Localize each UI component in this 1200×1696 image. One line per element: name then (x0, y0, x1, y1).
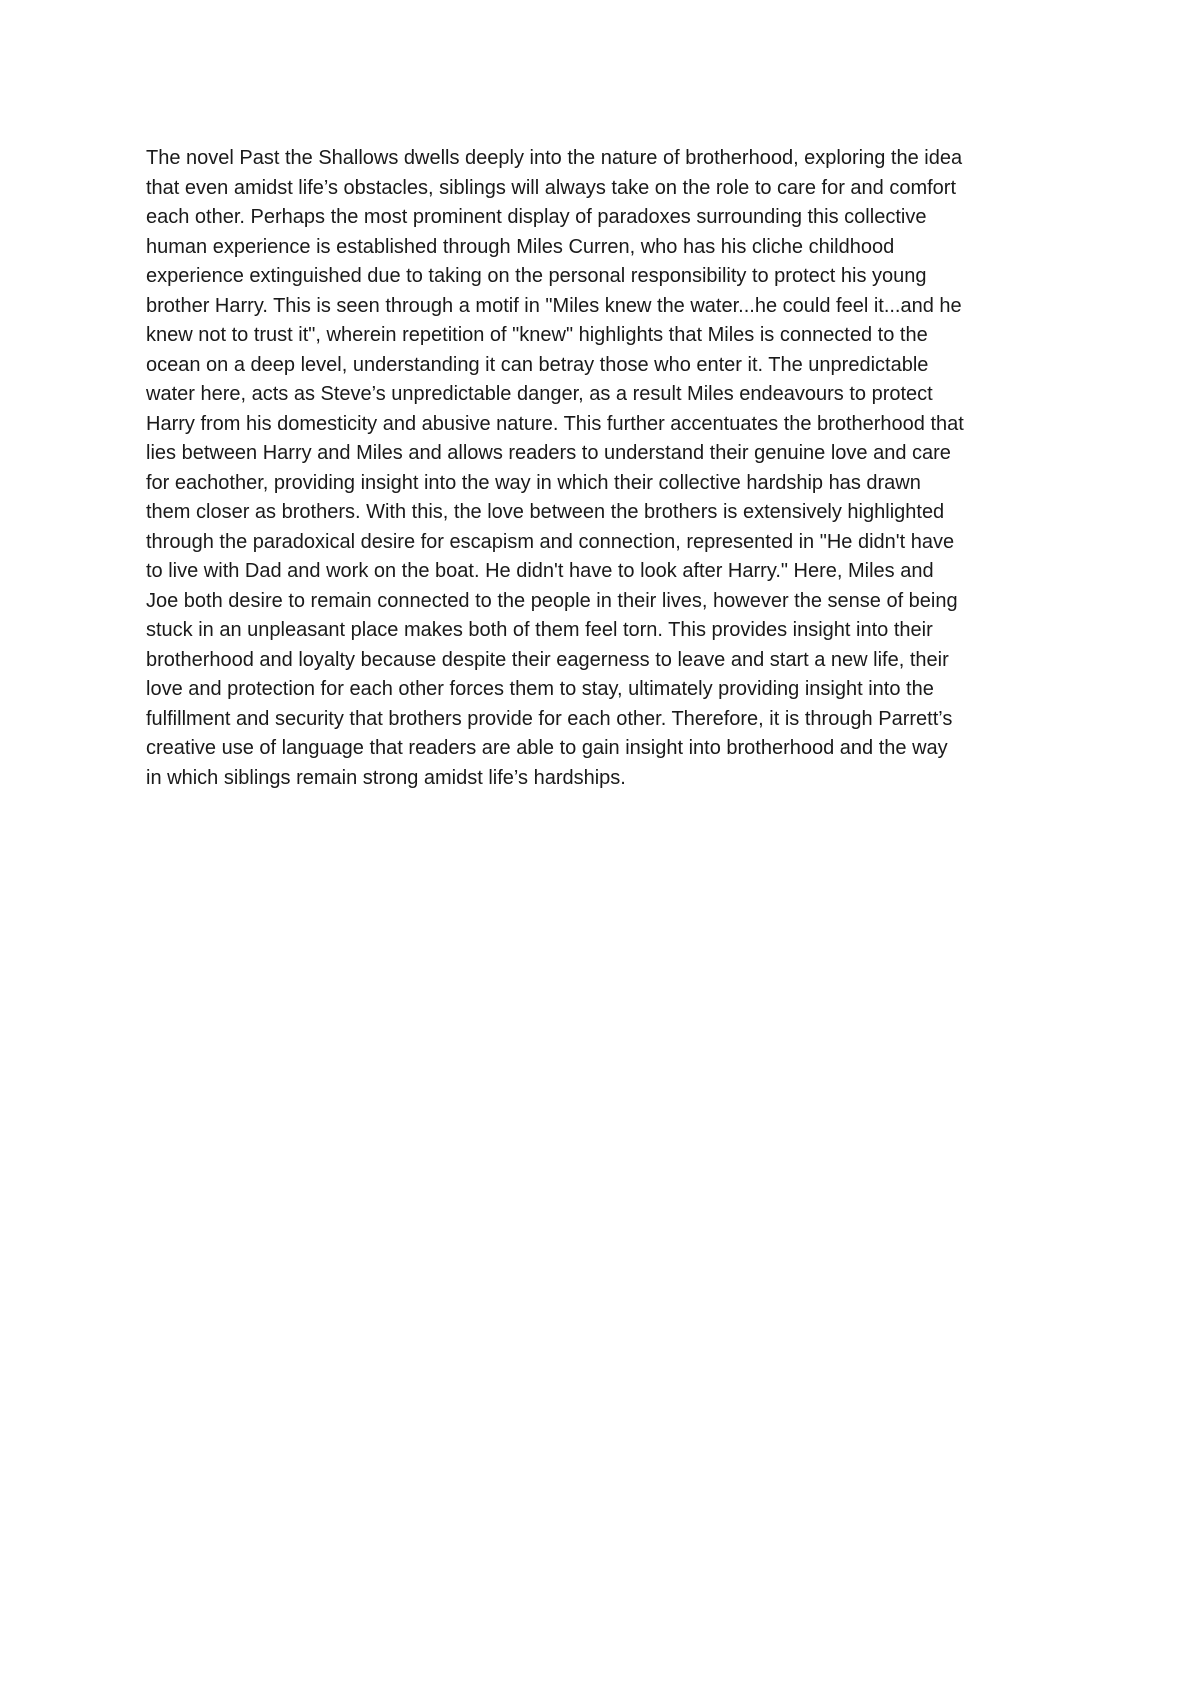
paragraph-line: lies between Harry and Miles and allows readers to understand their genuine love and care (146, 442, 951, 464)
paragraph-line: water here, acts as Steve’s unpredictable danger, as a result Miles endeavours to protect (146, 383, 933, 405)
paragraph-line: Joe both desire to remain connected to the people in their lives, however the sense of being (146, 589, 958, 612)
paragraph-line: brother Harry. This is seen through a motif in "Miles knew the water...he could feel it...and he (146, 294, 962, 317)
paragraph-line: Harry from his domesticity and abusive nature. This further accentuates the brotherhood that (146, 412, 964, 435)
paragraph-line: them closer as brothers. With this, the love between the brothers is extensively highlighted (146, 501, 945, 523)
paragraph-line: human experience is established through Miles Curren, who has his cliche childhood (146, 235, 895, 258)
paragraph-line: each other. Perhaps the most prominent display of paradoxes surrounding this collective (146, 206, 927, 228)
paragraph-line: love and protection for each other forces them to stay, ultimately providing insight into the (146, 678, 934, 700)
paragraph-line: through the paradoxical desire for escapism and connection, represented in "He didn't have (146, 530, 955, 553)
paragraph-line: ocean on a deep level, understanding it can betray those who enter it. The unpredictable (146, 353, 929, 376)
paragraph-line: to live with Dad and work on the boat. He didn't have to look after Harry." Here, Miles and (146, 560, 934, 582)
paragraph-line: in which siblings remain strong amidst life’s hardships. (146, 766, 626, 789)
paragraph-line: fulfillment and security that brothers provide for each other. Therefore, it is through Parrett’s (146, 707, 953, 730)
paragraph-line: that even amidst life’s obstacles, siblings will always take on the role to care for and comfort (146, 176, 957, 199)
essay-paragraph (146, 144, 1066, 793)
paragraph-line: brotherhood and loyalty because despite their eagerness to leave and start a new life, their (146, 648, 949, 671)
paragraph-line: stuck in an unpleasant place makes both of them feel torn. This provides insight into their (146, 619, 933, 641)
paragraph-line: knew not to trust it", wherein repetition of "knew" highlights that Miles is connected to the (146, 324, 928, 346)
paragraph-line: experience extinguished due to taking on the personal responsibility to protect his young (146, 265, 927, 287)
paragraph-line: creative use of language that readers are able to gain insight into brotherhood and the way (146, 737, 948, 759)
paragraph-line: for eachother, providing insight into the way in which their collective hardship has drawn (146, 471, 921, 494)
paragraph-line: The novel Past the Shallows dwells deeply into the nature of brotherhood, exploring the idea (146, 147, 963, 169)
